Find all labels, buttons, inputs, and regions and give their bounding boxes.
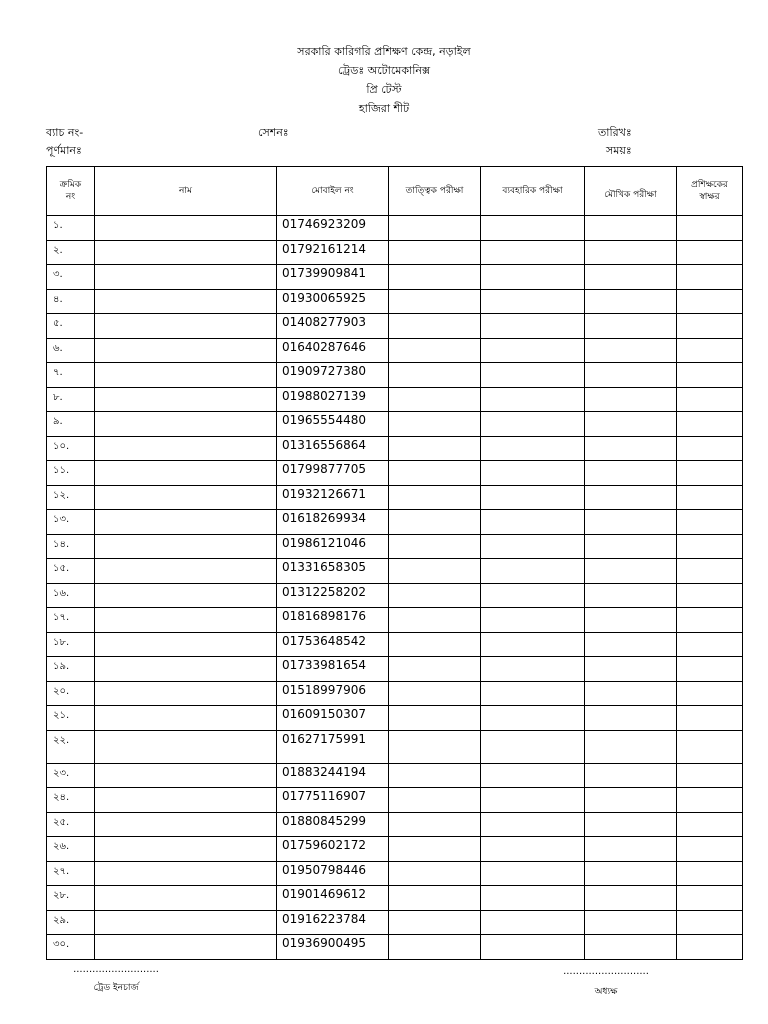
practical-cell <box>481 485 585 510</box>
practical-cell <box>481 461 585 486</box>
theory-cell <box>389 812 481 837</box>
oral-cell <box>585 910 677 935</box>
table-row <box>47 265 743 290</box>
oral-cell <box>585 314 677 339</box>
table-row <box>47 706 743 731</box>
table-row <box>47 314 743 339</box>
mobile-cell: 01932126671 <box>277 485 389 510</box>
batch-label: ব্যাচ নং- <box>46 126 84 139</box>
signature-cell <box>677 387 743 412</box>
oral-cell <box>585 363 677 388</box>
signature-cell <box>677 338 743 363</box>
theory-cell <box>389 338 481 363</box>
name-cell <box>95 910 277 935</box>
date-label: তারিখঃ <box>598 126 632 139</box>
table-row <box>47 240 743 265</box>
oral-cell <box>585 583 677 608</box>
name-cell <box>95 763 277 788</box>
practical-header: ব্যবহারিক পরীক্ষা <box>481 167 585 216</box>
table-row <box>47 559 743 584</box>
table-row <box>47 412 743 437</box>
theory-cell <box>389 314 481 339</box>
theory-cell <box>389 886 481 911</box>
oral-cell <box>585 886 677 911</box>
name-cell <box>95 657 277 682</box>
signature-cell <box>677 412 743 437</box>
theory-cell <box>389 706 481 731</box>
table-row <box>47 216 743 241</box>
theory-cell <box>389 935 481 960</box>
serial-cell: ৬. <box>47 338 95 363</box>
theory-cell <box>389 436 481 461</box>
table-row <box>47 461 743 486</box>
signature-cell <box>677 240 743 265</box>
oral-cell <box>585 534 677 559</box>
oral-cell <box>585 338 677 363</box>
theory-cell <box>389 788 481 813</box>
mobile-cell: 01909727380 <box>277 363 389 388</box>
signature-cell <box>677 485 743 510</box>
oral-cell <box>585 763 677 788</box>
practical-cell <box>481 436 585 461</box>
mobile-cell: 01880845299 <box>277 812 389 837</box>
name-cell <box>95 265 277 290</box>
serial-cell: ৫. <box>47 314 95 339</box>
theory-cell <box>389 534 481 559</box>
serial-cell: ১৫. <box>47 559 95 584</box>
practical-cell <box>481 763 585 788</box>
table-row <box>47 387 743 412</box>
theory-cell <box>389 837 481 862</box>
serial-cell: ৮. <box>47 387 95 412</box>
oral-cell <box>585 559 677 584</box>
table-row <box>47 935 743 960</box>
practical-cell <box>481 812 585 837</box>
practical-cell <box>481 681 585 706</box>
theory-cell <box>389 559 481 584</box>
name-cell <box>95 534 277 559</box>
serial-cell: ৩. <box>47 265 95 290</box>
signature-cell <box>677 608 743 633</box>
theory-cell <box>389 510 481 535</box>
practical-cell <box>481 886 585 911</box>
theory-header: তাত্ত্বিক পরীক্ষা <box>389 167 481 216</box>
mobile-cell: 01816898176 <box>277 608 389 633</box>
serial-cell: ১০. <box>47 436 95 461</box>
full-marks-label: পূর্ণমানঃ <box>46 144 82 157</box>
mobile-cell: 01792161214 <box>277 240 389 265</box>
name-cell <box>95 788 277 813</box>
theory-cell <box>389 763 481 788</box>
signature-cell <box>677 314 743 339</box>
name-cell <box>95 935 277 960</box>
exam-title: প্রি টেস্ট <box>366 83 402 96</box>
practical-cell <box>481 534 585 559</box>
theory-cell <box>389 632 481 657</box>
name-cell <box>95 338 277 363</box>
serial-cell: ৯. <box>47 412 95 437</box>
theory-cell <box>389 681 481 706</box>
attendance-table <box>46 166 743 960</box>
table-row <box>47 861 743 886</box>
serial-cell: ১৪. <box>47 534 95 559</box>
practical-cell <box>481 559 585 584</box>
name-cell <box>95 387 277 412</box>
oral-cell <box>585 861 677 886</box>
serial-cell: ২২. <box>47 730 95 763</box>
oral-cell <box>585 788 677 813</box>
table-row <box>47 730 743 763</box>
session-label: সেশনঃ <box>258 126 289 139</box>
oral-cell <box>585 461 677 486</box>
practical-cell <box>481 240 585 265</box>
name-cell <box>95 632 277 657</box>
signature-cell <box>677 216 743 241</box>
serial-cell: ১৬. <box>47 583 95 608</box>
name-cell <box>95 436 277 461</box>
signature-cell <box>677 788 743 813</box>
practical-cell <box>481 910 585 935</box>
sheet-title: হাজিরা শীট <box>358 102 410 115</box>
mobile-cell: 01950798446 <box>277 861 389 886</box>
oral-cell <box>585 608 677 633</box>
mobile-cell: 01408277903 <box>277 314 389 339</box>
practical-cell <box>481 583 585 608</box>
name-cell <box>95 240 277 265</box>
mobile-cell: 01733981654 <box>277 657 389 682</box>
table-row <box>47 788 743 813</box>
practical-cell <box>481 861 585 886</box>
mobile-cell: 01775116907 <box>277 788 389 813</box>
oral-cell <box>585 510 677 535</box>
practical-cell <box>481 314 585 339</box>
table-row <box>47 657 743 682</box>
serial-header: ক্রমিক নং <box>47 167 95 216</box>
theory-cell <box>389 363 481 388</box>
name-cell <box>95 559 277 584</box>
mobile-cell: 01916223784 <box>277 910 389 935</box>
signature-cell <box>677 583 743 608</box>
signature-cell <box>677 812 743 837</box>
signature-cell <box>677 837 743 862</box>
serial-cell: ৩০. <box>47 935 95 960</box>
trade-incharge-label: ট্রেড ইনচার্জ <box>93 983 139 993</box>
signature-cell <box>677 363 743 388</box>
table-row <box>47 681 743 706</box>
name-cell <box>95 461 277 486</box>
name-cell <box>95 510 277 535</box>
signature-cell <box>677 861 743 886</box>
practical-cell <box>481 837 585 862</box>
serial-cell: ১৭. <box>47 608 95 633</box>
serial-cell: ২. <box>47 240 95 265</box>
signature-cell <box>677 436 743 461</box>
table-row <box>47 632 743 657</box>
serial-cell: ২৩. <box>47 763 95 788</box>
signature-cell <box>677 559 743 584</box>
table-row <box>47 812 743 837</box>
theory-cell <box>389 412 481 437</box>
serial-cell: ২৯. <box>47 910 95 935</box>
practical-cell <box>481 363 585 388</box>
signature-cell <box>677 510 743 535</box>
theory-cell <box>389 265 481 290</box>
practical-cell <box>481 632 585 657</box>
oral-cell <box>585 837 677 862</box>
signature-cell <box>677 730 743 763</box>
principal-signature <box>558 966 654 999</box>
practical-cell <box>481 289 585 314</box>
theory-cell <box>389 657 481 682</box>
table-row <box>47 510 743 535</box>
theory-cell <box>389 608 481 633</box>
document-header <box>0 42 768 118</box>
theory-cell <box>389 216 481 241</box>
table-row <box>47 608 743 633</box>
oral-cell <box>585 632 677 657</box>
oral-cell <box>585 412 677 437</box>
oral-cell <box>585 812 677 837</box>
oral-cell <box>585 436 677 461</box>
oral-cell <box>585 265 677 290</box>
oral-cell <box>585 730 677 763</box>
name-cell <box>95 886 277 911</box>
mobile-cell: 01618269934 <box>277 510 389 535</box>
table-row <box>47 485 743 510</box>
name-cell <box>95 485 277 510</box>
table-row <box>47 763 743 788</box>
signature-cell <box>677 461 743 486</box>
name-cell <box>95 583 277 608</box>
serial-cell: ২৭. <box>47 861 95 886</box>
name-cell <box>95 314 277 339</box>
oral-cell <box>585 657 677 682</box>
practical-cell <box>481 788 585 813</box>
mobile-cell: 01627175991 <box>277 730 389 763</box>
oral-cell <box>585 706 677 731</box>
serial-cell: ২৫. <box>47 812 95 837</box>
trade-incharge-signature <box>68 964 164 995</box>
name-cell <box>95 861 277 886</box>
name-cell <box>95 608 277 633</box>
name-cell <box>95 412 277 437</box>
name-cell <box>95 730 277 763</box>
signature-cell <box>677 265 743 290</box>
name-cell <box>95 289 277 314</box>
mobile-cell: 01883244194 <box>277 763 389 788</box>
mobile-cell: 01316556864 <box>277 436 389 461</box>
oral-cell <box>585 935 677 960</box>
theory-cell <box>389 240 481 265</box>
mobile-cell: 01640287646 <box>277 338 389 363</box>
mobile-header: মোবাইল নং <box>277 167 389 216</box>
mobile-cell: 01739909841 <box>277 265 389 290</box>
practical-cell <box>481 387 585 412</box>
theory-cell <box>389 583 481 608</box>
theory-cell <box>389 861 481 886</box>
serial-cell: ১১. <box>47 461 95 486</box>
practical-cell <box>481 935 585 960</box>
practical-cell <box>481 412 585 437</box>
table-row <box>47 363 743 388</box>
mobile-cell: 01965554480 <box>277 412 389 437</box>
serial-cell: ২১. <box>47 706 95 731</box>
practical-cell <box>481 216 585 241</box>
trade-title: ট্রেডঃ অটোমেকানিক্স <box>337 64 431 77</box>
mobile-cell: 01988027139 <box>277 387 389 412</box>
signature-cell <box>677 289 743 314</box>
serial-cell: ২০. <box>47 681 95 706</box>
oral-cell <box>585 681 677 706</box>
table-row <box>47 837 743 862</box>
name-cell <box>95 812 277 837</box>
theory-cell <box>389 461 481 486</box>
signature-cell <box>677 910 743 935</box>
practical-cell <box>481 730 585 763</box>
signature-cell <box>677 632 743 657</box>
signature-cell <box>677 886 743 911</box>
time-label: সময়ঃ <box>606 144 632 157</box>
mobile-cell: 01759602172 <box>277 837 389 862</box>
name-header: নাম <box>95 167 277 216</box>
practical-cell <box>481 265 585 290</box>
serial-cell: ২৪. <box>47 788 95 813</box>
name-cell <box>95 681 277 706</box>
serial-cell: ১৮. <box>47 632 95 657</box>
signature-cell <box>677 706 743 731</box>
serial-cell: ২৬. <box>47 837 95 862</box>
theory-cell <box>389 289 481 314</box>
serial-cell: ১. <box>47 216 95 241</box>
signature-cell <box>677 657 743 682</box>
signature-line-left: ........................... <box>73 964 159 975</box>
signature-cell <box>677 534 743 559</box>
table-row <box>47 289 743 314</box>
mobile-cell: 01936900495 <box>277 935 389 960</box>
table-row <box>47 436 743 461</box>
signature-line-right: ........................... <box>563 966 649 977</box>
mobile-cell: 01312258202 <box>277 583 389 608</box>
name-cell <box>95 837 277 862</box>
name-cell <box>95 706 277 731</box>
theory-cell <box>389 730 481 763</box>
serial-cell: ২৮. <box>47 886 95 911</box>
oral-cell <box>585 289 677 314</box>
oral-cell <box>585 216 677 241</box>
mobile-cell: 01901469612 <box>277 886 389 911</box>
signature-cell <box>677 763 743 788</box>
signature-header: প্রশিক্ষকের স্বাক্ষর <box>677 167 743 216</box>
name-cell <box>95 363 277 388</box>
signature-cell <box>677 681 743 706</box>
signature-cell <box>677 935 743 960</box>
theory-cell <box>389 910 481 935</box>
mobile-cell: 01331658305 <box>277 559 389 584</box>
serial-cell: ১৯. <box>47 657 95 682</box>
practical-cell <box>481 510 585 535</box>
principal-label: অধ্যক্ষ <box>594 987 618 997</box>
mobile-cell: 01986121046 <box>277 534 389 559</box>
oral-header: মৌখিক পরীক্ষা <box>585 167 677 216</box>
table-row <box>47 583 743 608</box>
mobile-cell: 01609150307 <box>277 706 389 731</box>
mobile-cell: 01799877705 <box>277 461 389 486</box>
theory-cell <box>389 387 481 412</box>
serial-cell: ১২. <box>47 485 95 510</box>
table-header-row <box>47 167 743 216</box>
serial-cell: ১৩. <box>47 510 95 535</box>
serial-cell: ৭. <box>47 363 95 388</box>
table-row <box>47 910 743 935</box>
mobile-cell: 01753648542 <box>277 632 389 657</box>
practical-cell <box>481 657 585 682</box>
table-row <box>47 338 743 363</box>
serial-cell: ৪. <box>47 289 95 314</box>
mobile-cell: 01746923209 <box>277 216 389 241</box>
theory-cell <box>389 485 481 510</box>
oral-cell <box>585 240 677 265</box>
institute-title: সরকারি কারিগরি প্রশিক্ষণ কেন্দ্র, নড়াইল <box>297 45 471 58</box>
practical-cell <box>481 706 585 731</box>
practical-cell <box>481 608 585 633</box>
name-cell <box>95 216 277 241</box>
table-row <box>47 886 743 911</box>
mobile-cell: 01930065925 <box>277 289 389 314</box>
table-row <box>47 534 743 559</box>
mobile-cell: 01518997906 <box>277 681 389 706</box>
practical-cell <box>481 338 585 363</box>
oral-cell <box>585 485 677 510</box>
oral-cell <box>585 387 677 412</box>
